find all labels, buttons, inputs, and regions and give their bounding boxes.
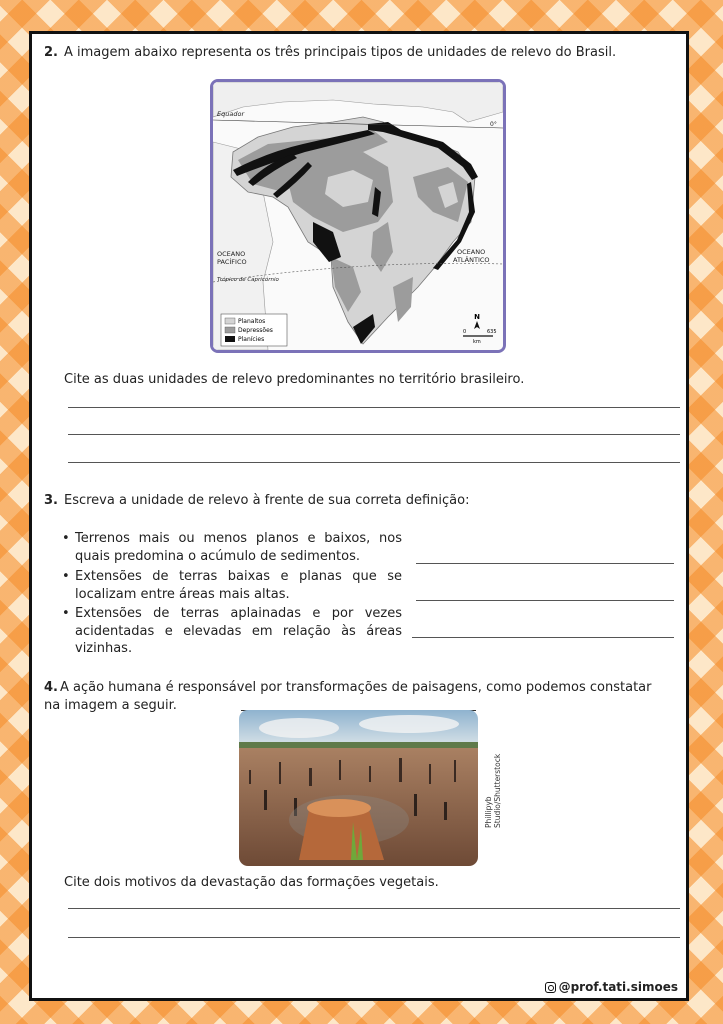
atlantic-ocean-label-2: ATLÂNTICO — [453, 256, 490, 264]
bullet-icon: • — [62, 569, 70, 584]
answer-line[interactable] — [68, 908, 680, 909]
answer-line[interactable] — [416, 563, 674, 564]
scale-unit: km — [473, 339, 481, 345]
credit-agency: Studio/Shutterstock — [493, 753, 502, 828]
bullet-icon: • — [62, 531, 70, 546]
zero-degree-label: 0° — [490, 121, 497, 128]
equator-label: Equador — [217, 110, 245, 118]
legend-depressoes: Depressões — [238, 327, 273, 334]
author-handle: @prof.tati.simoes — [558, 980, 678, 994]
question-text: A imagem abaixo representa os três principais tipos de unidades de relevo do Brasil. — [63, 45, 617, 60]
atlantic-ocean-label: OCEANO — [457, 248, 486, 256]
credit-author: Phillipyb — [484, 796, 493, 828]
definition-item — [62, 605, 402, 658]
answer-line[interactable] — [68, 937, 680, 938]
question-3 — [44, 492, 470, 510]
question-text: A ação humana é responsável por transformações de paisagens, como podemos constatar na imagem a seguir. — [44, 680, 652, 713]
q2-question: Cite as duas unidades de relevo predominantes no território brasileiro. — [64, 372, 525, 387]
scale-value: 635 — [487, 329, 497, 335]
legend-planaltos: Planaltos — [238, 318, 266, 325]
question-number: 3. — [44, 493, 58, 508]
legend-planicies: Planícies — [238, 336, 265, 343]
definition-text: Terrenos mais ou menos planos e baixos, nos quais predomina o acúmulo de sedimentos. — [75, 531, 402, 564]
answer-line[interactable] — [68, 407, 680, 408]
photo-credit — [484, 754, 502, 828]
definition-text: Extensões de terras aplainadas e por vezes acidentadas e elevadas em relação às áreas vizinhas. — [75, 606, 402, 656]
map-legend — [221, 314, 287, 346]
question-number: 2. — [44, 45, 58, 60]
scale-zero: 0 — [463, 329, 467, 335]
map-svg — [213, 82, 503, 350]
definition-text: Extensões de terras baixas e planas que se localizam entre áreas mais altas. — [75, 569, 402, 602]
answer-line[interactable] — [68, 462, 680, 463]
north-label: N — [474, 313, 480, 321]
answer-line[interactable] — [416, 600, 674, 601]
question-2 — [44, 44, 616, 62]
answer-line[interactable] — [412, 637, 674, 638]
q4-question: Cite dois motivos da devastação das formações vegetais. — [64, 875, 439, 890]
answer-line[interactable] — [68, 434, 680, 435]
question-text: Escreva a unidade de relevo à frente de sua correta definição: — [63, 493, 470, 508]
tropic-label: Trópico de Capricórnio — [217, 277, 279, 283]
brazil-relief-map — [210, 79, 506, 353]
deforestation-photo — [239, 710, 478, 866]
bullet-icon: • — [62, 606, 70, 621]
photo-svg — [239, 710, 478, 866]
instagram-icon — [545, 982, 556, 993]
author-footer — [545, 980, 678, 994]
pacific-ocean-label-2: PACÍFICO — [217, 258, 247, 266]
question-number: 4. — [44, 680, 58, 695]
worksheet — [29, 31, 689, 1001]
definition-item — [62, 530, 402, 565]
pacific-ocean-label: OCEANO — [217, 250, 246, 258]
definition-item — [62, 568, 402, 603]
